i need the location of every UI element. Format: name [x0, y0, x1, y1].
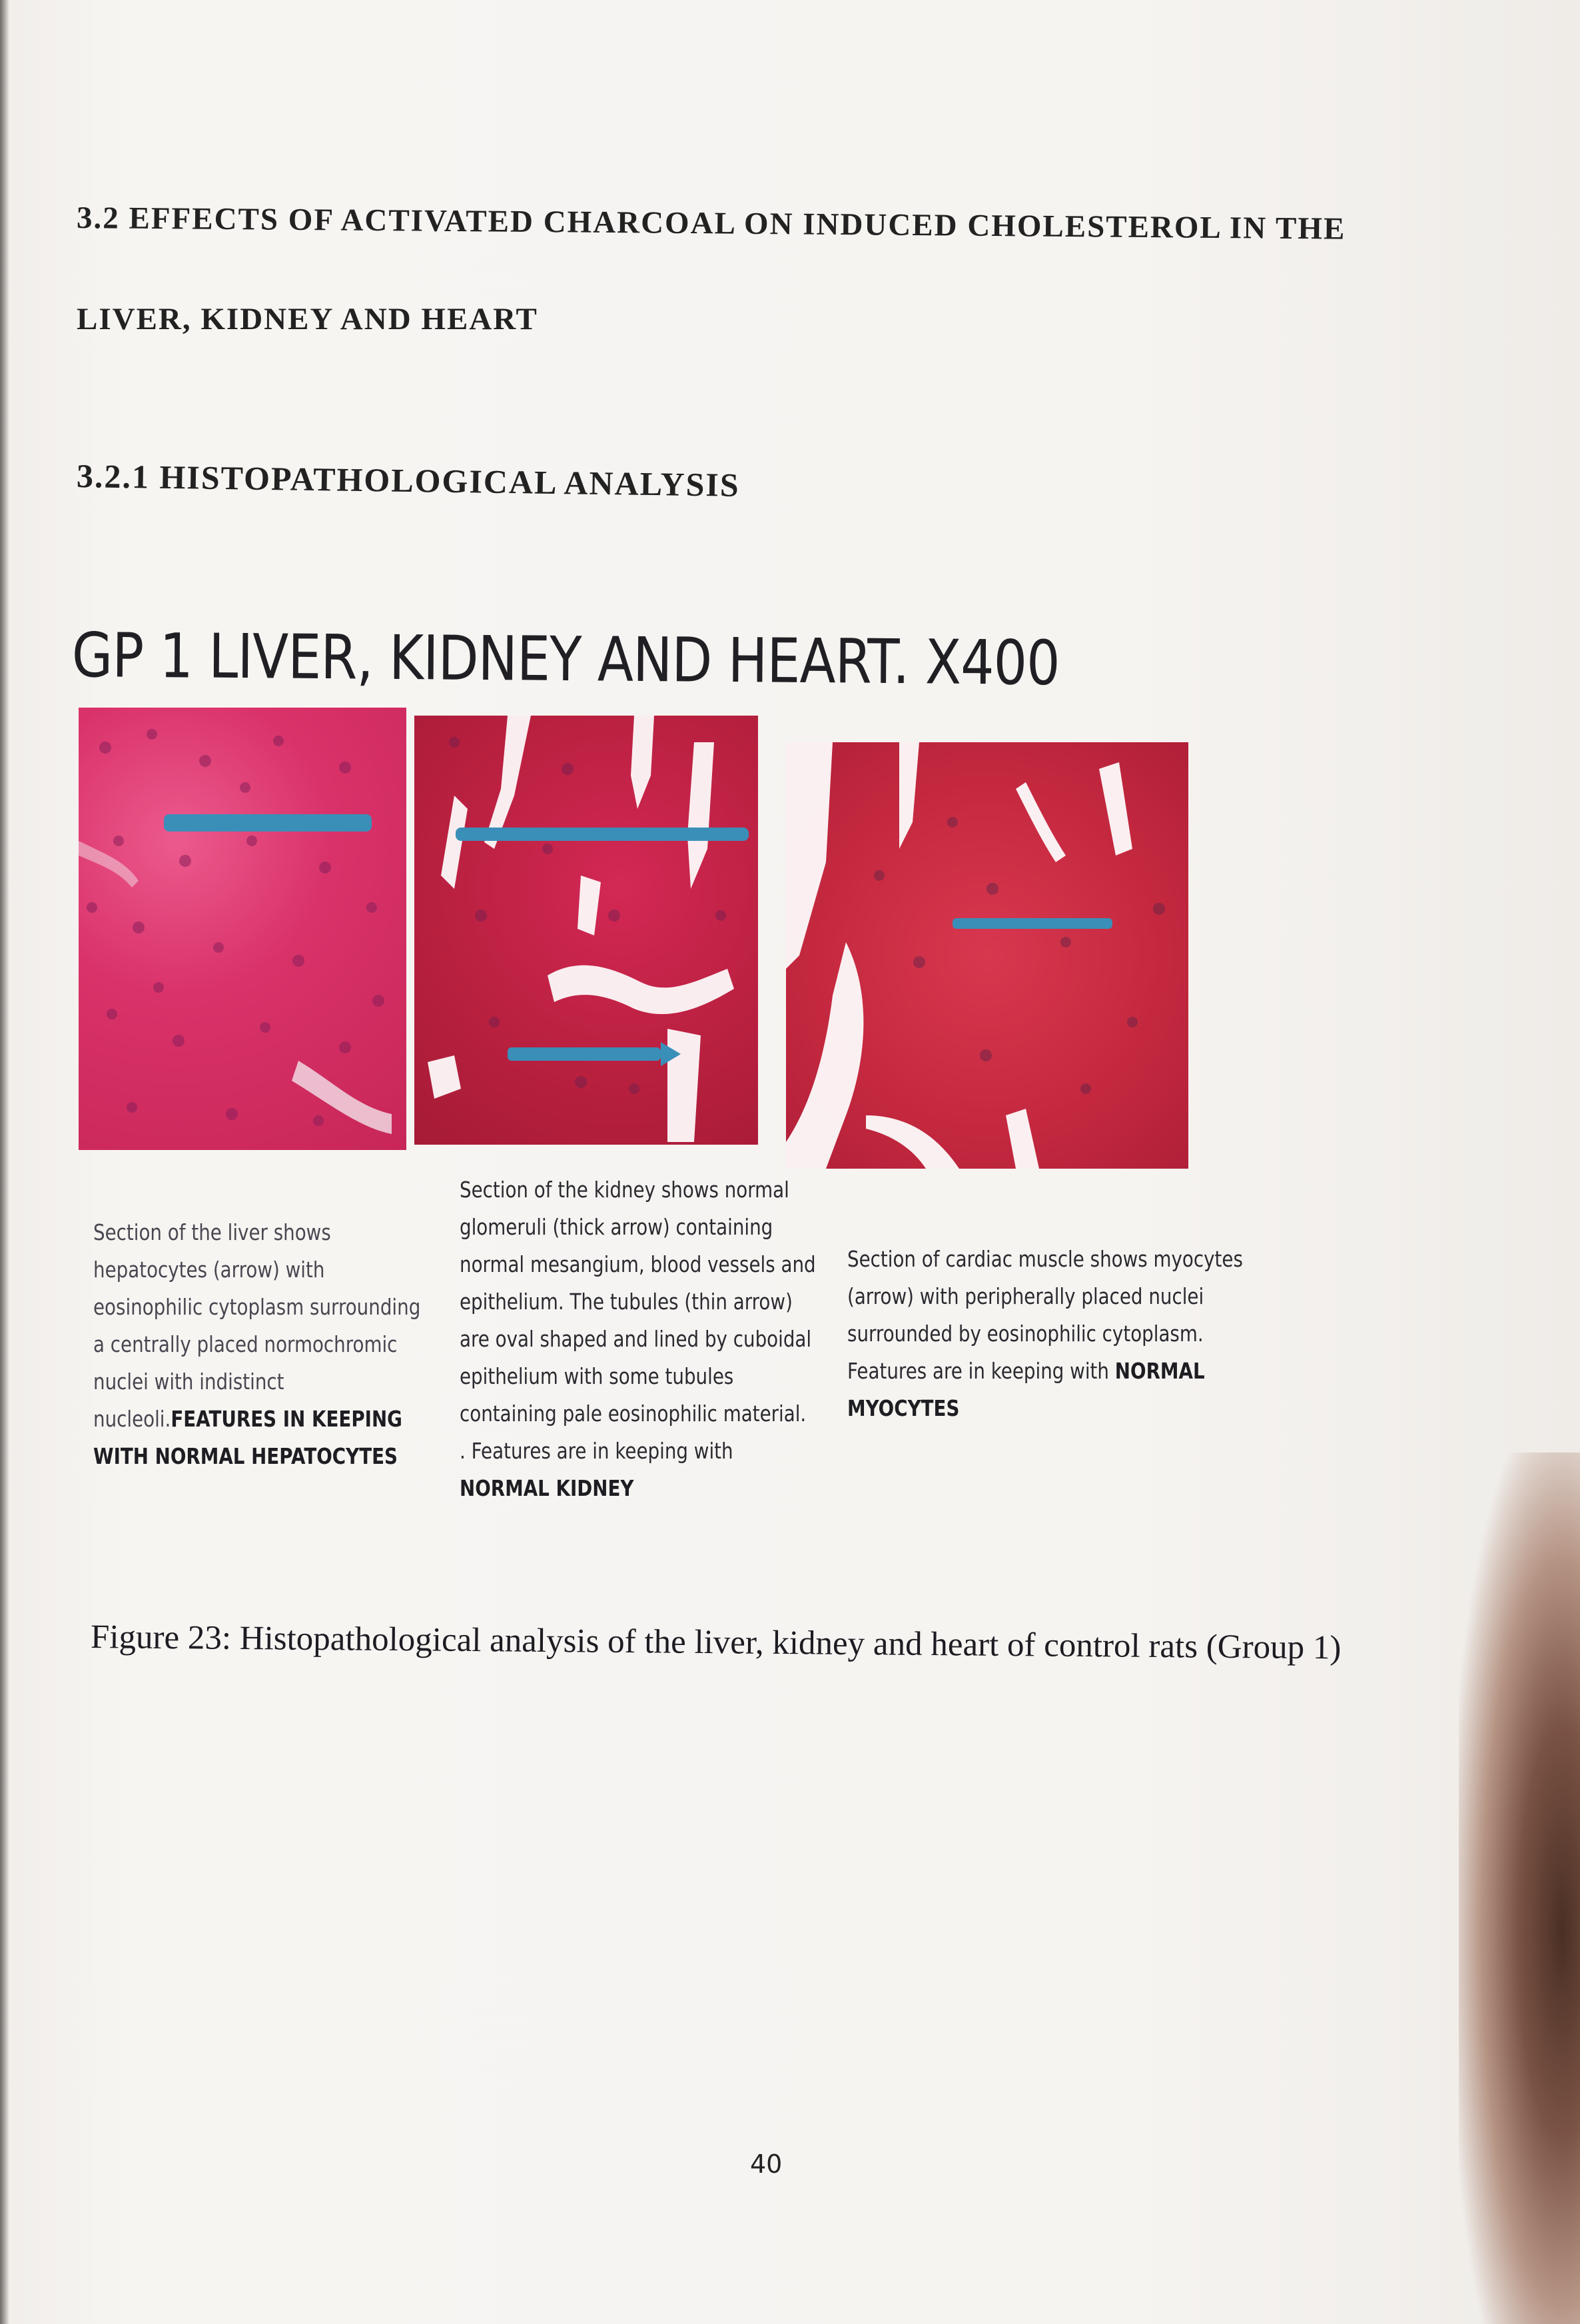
page-number: 40 — [750, 2149, 783, 2179]
subsection-heading: 3.2.1 HISTOPATHOLOGICAL ANALYSIS — [76, 457, 741, 504]
section-heading-line-1: 3.2 EFFECTS OF ACTIVATED CHARCOAL ON INDUCED CHOLESTEROL IN THE — [76, 201, 1346, 247]
figure-title: GP 1 LIVER, KIDNEY AND HEART. X400 — [71, 620, 1060, 700]
liver-caption — [93, 1214, 429, 1475]
heart-arrow — [953, 918, 1112, 929]
liver-caption-conclusion: FEATURES IN KEEPING WITH NORMAL HEPATOCYTES — [93, 1406, 402, 1469]
liver-arrow — [164, 814, 372, 832]
heart-caption-text: Section of cardiac muscle shows myocytes (arrow) with peripherally placed nuclei surrounded by eosinophilic cytoplasm. Features are in keeping with — [847, 1246, 1243, 1384]
hand-shadow — [1459, 1452, 1580, 2324]
kidney-caption-conclusion: NORMAL KIDNEY — [460, 1475, 634, 1501]
kidney-caption — [460, 1171, 818, 1507]
heart-caption — [847, 1241, 1250, 1427]
liver-micrograph — [79, 708, 406, 1150]
heart-caption-conclusion: NORMAL MYOCYTES — [847, 1358, 1205, 1421]
liver-caption-text: Section of the liver shows hepatocytes (arrow) with eosinophilic cytoplasm surrounding a centrally placed normochromic nuclei with indistinct nucleoli. — [93, 1219, 421, 1432]
page-edge — [0, 0, 9, 2324]
kidney-caption-text: Section of the kidney shows normal glomeruli (thick arrow) containing normal mesangium, blood vessels and epithelium. The tubules (thin arrow) are oval shaped and lined by cuboidal epithelium with some tubules containing pale eosinophilic material. . Features are in keeping with — [460, 1177, 816, 1464]
kidney-micrograph — [414, 716, 758, 1145]
heart-micrograph — [786, 742, 1188, 1169]
figure-caption: Figure 23: Histopathological analysis of the liver, kidney and heart of control rats (Group 1) — [90, 1618, 1342, 1667]
kidney-thick-arrow — [456, 828, 749, 841]
section-heading-line-2: LIVER, KIDNEY AND HEART — [77, 302, 538, 336]
